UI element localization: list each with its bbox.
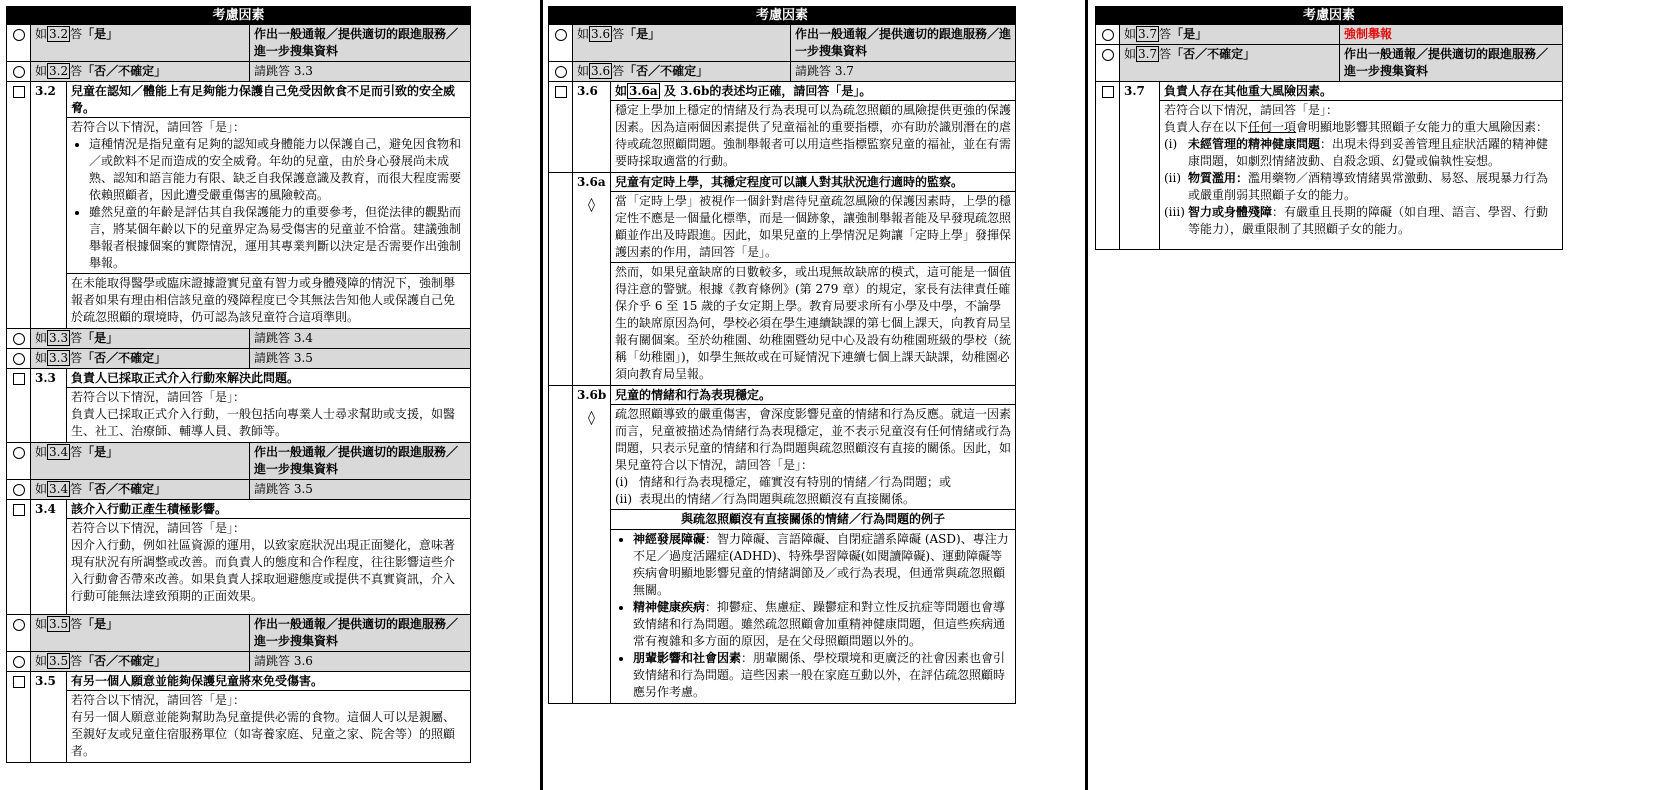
page-divider	[1085, 0, 1088, 790]
option-row-3-5-yes	[7, 615, 471, 652]
text-p3-r37yes-pre: 如	[1124, 27, 1137, 41]
checkbox-3-5[interactable]	[13, 676, 25, 688]
text-p1-r32no-mid: 答	[70, 64, 83, 78]
text-p3-q37-lead_post: 會明顯地影響其照顧子女能力的重大風險因素：	[1296, 120, 1549, 134]
option-action: 請跳答 3.3	[250, 62, 471, 82]
text-p1-r33b-ans: 「否／不確定」	[82, 351, 167, 365]
text-p1-q35-intro: 若符合以下情況，請回答「是」：	[71, 693, 246, 707]
option-row-3-4-no	[7, 480, 471, 500]
text-p1-r32yes-mid: 答	[70, 27, 83, 41]
text-p2-r36no-action: 請跳答 3.7	[791, 62, 1016, 82]
option-row-3-2-yes	[7, 25, 471, 62]
text-p1-r33a-mid: 答	[70, 331, 83, 345]
page-1	[6, 6, 471, 763]
text-p1-r35no-action: 請跳答 3.6	[250, 652, 471, 672]
text-p1-q33-intro: 若符合以下情況，請回答「是」：	[71, 390, 246, 404]
text-p1-q32-intro: 若符合以下情況，請回答「是」：	[71, 120, 246, 134]
text-p2-q36b-num: 3.6b	[577, 388, 607, 402]
text-p2-r36yes-ans: 「是」	[624, 27, 661, 41]
text-p1-r32yes-ans: 「是」	[82, 27, 119, 41]
text-p3-r37no-ref: 3.7	[1138, 47, 1158, 61]
text-p1-q33-body: 負責人已採取正式介入行動，一般包括向專業人士尋求幫助或支援，如醫生、社工、治療師、輔導人員、教師等。	[71, 407, 456, 438]
text-p1-r33a-ans: 「是」	[82, 331, 119, 345]
text-p3-q37-i3: ：有嚴重且長期的障礙（如自理、語言、學習、行動等能力），嚴重限制了其照顧子女的能力。	[1188, 205, 1549, 236]
text-p1-q34-title: 該介入行動正產生積極影響。	[71, 502, 228, 516]
text-p1-q35-num: 3.5	[31, 672, 67, 763]
text-p2-r36no-pre: 如	[577, 64, 590, 78]
text-p1-q35-title: 有另一個人願意並能夠保護兒童將來免受傷害。	[71, 674, 324, 688]
question-3-5	[7, 672, 471, 763]
text-p2-q36b-e1: ：智力障礙、言語障礙、自閉症譜系障礙 (ASD)、專注力不足／過度活躍症(ADHD)、特殊學習障礙(如閱讀障礙)、運動障礙等疾病會明顯地影響兒童的情緒調節及／或行為表現，但通常與疏忽照顧無關。	[633, 532, 1009, 597]
checkbox-3-6[interactable]	[555, 86, 567, 98]
text-header: 考慮因素	[1096, 7, 1563, 25]
text-p1-r34no-ref: 3.4	[49, 482, 69, 496]
radio-3-3-no[interactable]	[13, 353, 25, 365]
text-p1-r35yes-ans: 「是」	[82, 617, 119, 631]
text-p1-r33b-action: 請跳答 3.5	[250, 349, 471, 369]
text-p1-r35yes-ref: 3.5	[49, 617, 69, 631]
text-p3-q37-i2: 濫用藥物／酒精導致情緒異常激動、易怒、展現暴力行為或嚴重削弱其照顧子女的能力。	[1188, 171, 1549, 202]
diamond-icon: ◊	[588, 410, 595, 426]
option-row-3-3-no	[7, 349, 471, 369]
option-row-3-5-no	[7, 652, 471, 672]
text-p1-r33b-mid: 答	[70, 351, 83, 365]
text-p1-r35yes-mid: 答	[70, 617, 83, 631]
text-p1-r34yes-pre: 如	[35, 445, 48, 459]
checkbox-3-2[interactable]	[13, 86, 25, 98]
text-p2-r36yes-mid: 答	[612, 27, 625, 41]
page-divider	[540, 0, 543, 790]
text-p1-r35no-pre: 如	[35, 654, 48, 668]
radio-3-7-no[interactable]	[1102, 49, 1114, 61]
text-p1-r33a-action: 請跳答 3.4	[250, 329, 471, 349]
page-2	[548, 6, 1016, 704]
text-p3-q37-title: 負責人存在其他重大風險因素。	[1164, 84, 1333, 98]
text-p3-q37-lead_pre: 負責人存在以下	[1164, 120, 1249, 134]
text-p1-r34no-mid: 答	[70, 482, 83, 496]
text-p3-r37yes-ref: 3.7	[1138, 27, 1158, 41]
text-p1-r33b-pre: 如	[35, 351, 48, 365]
text-p2-q36-title_mid: 及	[663, 84, 676, 98]
radio-3-5-yes[interactable]	[13, 619, 25, 631]
text-p1-r32yes-pre: 如	[35, 27, 48, 41]
text-p2-r36no-ans: 「否／不確定」	[624, 64, 709, 78]
text-p3-q37-lead_u: 任何一項	[1248, 120, 1297, 134]
text-p2-r36no-ref: 3.6	[591, 64, 611, 78]
text-p1-r32no-ref: 3.2	[49, 64, 69, 78]
text-p2-q36a-num: 3.6a	[577, 175, 606, 189]
text-p1-q34-body: 因介入行動，例如社區資源的運用，以致家庭狀況出現正面變化，意味著現有狀況有所調整或改善。而負責人的態度和合作程度，往往影響這些介入行動會否帶來改善。如果負責人採取迴避態度或提供不真實資訊，介入行動可能無法達致預期的正面效果。	[71, 538, 456, 603]
text-p2-q36b-e2t: 精神健康疾病	[633, 600, 706, 614]
text-p2-q36b-body: 疏忽照顧導致的嚴重傷害，會深度影響兒童的情緒和行為反應。就這一因素而言，兒童被描述為情緒行為表現穩定，並不表示兒童沒有任何情緒或行為問題，只表示兒童的情緒和行為問題與疏忽照顧沒有直接的關係。因此，如果兒童符合以下情況，請回答「是」：	[615, 407, 1012, 472]
checkbox-3-7[interactable]	[1102, 86, 1114, 98]
text-p2-q36b-e3t: 朋輩影響和社會因素	[633, 651, 742, 665]
text-p2-q36-title_pre: 如	[615, 84, 628, 98]
option-row-3-7-yes	[1096, 25, 1563, 45]
radio-3-2-no[interactable]	[13, 66, 25, 78]
text-p2-q36b-e3: ：朋輩關係、學校環境和更廣泛的社會因素也會引致情緒和行為問題。這些因素一般在家庭互動以外，在評估疏忽照顧時應另作考慮。	[633, 651, 1006, 699]
text-p3-q37-num: 3.7	[1120, 82, 1160, 250]
text-p2-q36-body: 穩定上學加上穩定的情緒及行為表現可以為疏忽照顧的風險提供更強的保護因素。因為這兩個因素提供了兒童福祉的重要指標，亦有助於識別潛在的虐待或疏忽照顧問題。強制舉報者可以用這些指標監察兒童的福祉，並在有需要時採取適當的行動。	[611, 100, 1015, 171]
text-p1-q32-b1: • 這種情況是指兒童有足夠的認知或身體能力以保護自己，避免因食物和／或飲料不足而造成的安全威脅。年幼的兒童，由於身心發展尚未成熟、認知和語言能力有限、缺乏自我保護意識及教育，而很大程度需要依賴照顧者，因此遭受嚴重傷害的風險較高。	[89, 136, 466, 204]
text-p1-q32-extra: 在未能取得醫學或臨床證據證實兒童有智力或身體殘障的情況下，強制舉報者如果有理由相信該兒童的殘障程度已令其無法告知他人或保護自己免於疏忽照顧的環境時，仍可認為該兒童符合這項準則。	[67, 273, 470, 327]
text-p1-r32no-ans: 「否／不確定」	[82, 64, 167, 78]
diamond-icon: ◊	[588, 197, 595, 213]
text-p3-q37-i1t: 未經管理的精神健康問題	[1188, 137, 1321, 151]
text-p3-q37-i1: ：出現未得到妥善管理且症狀活躍的精神健康問題，如劇烈情緒波動、自殺念頭、幻覺或偏執性妄想。	[1188, 137, 1549, 168]
text-p1-r35yes-action: 作出一般通報／提供適切的跟進服務／進一步搜集資料	[250, 615, 471, 652]
option-row-3-6-no	[549, 62, 1016, 82]
text-p3-r37no-pre: 如	[1124, 47, 1137, 61]
option-row-3-2-no	[7, 62, 471, 82]
text-p2-q36a-body1: 當「定時上學」被視作一個針對虐待兒童疏忽風險的保護因素時，上學的穩定性不應是一個量化標準，而是一個跡象，讓強制舉報者能及早發現疏忽照顧並作出及時跟進。因此，如果兒童的上學情況足夠讓「定時上學」發揮保護因素的作用，請回答「是」。	[611, 191, 1015, 262]
text-p2-q36b-title: 兒童的情緒和行為表現穩定。	[615, 388, 772, 402]
text-p2-q36b-e1t: 神經發展障礙	[633, 532, 706, 546]
option-row-3-6-yes	[549, 25, 1016, 62]
option-row-3-3-yes	[7, 329, 471, 349]
text-p2-r36no-mid: 答	[612, 64, 625, 78]
text-p3-q37-i2t: 物質濫用：	[1188, 171, 1249, 185]
text-p1-r34no-pre: 如	[35, 482, 48, 496]
question-3-4	[7, 500, 471, 615]
question-3-6a	[549, 173, 1016, 386]
text-p3-r37no-mid: 答	[1159, 47, 1172, 61]
text-p2-q36-num: 3.6	[573, 82, 611, 173]
text-p1-r34yes-action: 作出一般通報／提供適切的跟進服務／進一步搜集資料	[250, 443, 471, 480]
radio-3-7-yes[interactable]	[1102, 29, 1114, 41]
text-p1-r33a-pre: 如	[35, 331, 48, 345]
text-p1-q32-num: 3.2	[31, 82, 67, 329]
text-p1-q33-title: 負責人已採取正式介入行動來解決此問題。	[71, 371, 300, 385]
text-p2-q36b-i1n: (i)	[615, 475, 629, 489]
text-p1-r33b-ref: 3.3	[49, 351, 69, 365]
text-p2-r36yes-ref: 3.6	[591, 27, 611, 41]
text-p1-r34no-action: 請跳答 3.5	[250, 480, 471, 500]
mandatory-report-label: 強制舉報	[1340, 25, 1563, 45]
text-p3-r37yes-mid: 答	[1159, 27, 1172, 41]
text-p2-q36b-i1: 情緒和行為表現穩定，確實沒有特別的情緒／行為問題；或	[639, 475, 952, 489]
text-p1-r32yes-ref: 3.2	[49, 27, 69, 41]
text-p2-q36-title_post: 的表述均正確，請回答「是」。	[709, 84, 872, 98]
radio-3-6-no[interactable]	[555, 66, 567, 78]
text-p1-r35no-mid: 答	[70, 654, 83, 668]
radio-3-3-yes[interactable]	[13, 333, 25, 345]
text-p2-q36b-e2: ：抑鬱症、焦慮症、躁鬱症和對立性反抗症等問題也會導致情緒和行為問題。雖然疏忽照顧會加重精神健康問題，但這些疾病通常有複雜和多方面的原因，是在父母照顧問題以外的。	[633, 600, 1006, 648]
text-p1-r35no-ref: 3.5	[49, 654, 69, 668]
radio-3-6-yes[interactable]	[555, 29, 567, 41]
text-p2-q36-ref_a: 3.6a	[629, 84, 658, 98]
text-p1-q34-num: 3.4	[31, 500, 67, 615]
text-p2-q36a-body2: 然而，如果兒童缺席的日數較多，或出現無故缺席的模式，這可能是一個值得注意的警號。根據《教育條例》(第 279 章）的規定，家長有法律責任確保介乎 6 至 15 歲的子女定期上學。教育局要求所有小學及中學，不論學生的缺席原因為何，學校必須在學生連續缺課的第七個上課天，向教育局呈報有關個案。至於幼稚園、幼稚園暨幼兒中心及設有幼稚園班級的學校（統稱「幼稚園」)，如學生無故或在可疑情況下連續七個上課天缺課，幼稚園必須向教育局呈報。	[611, 262, 1015, 384]
radio-3-4-no[interactable]	[13, 484, 25, 496]
option-row-3-7-no	[1096, 45, 1563, 82]
text-p2-q36b-i2: 表現出的情緒／行為問題與疏忽照顧沒有直接關係。	[639, 492, 916, 506]
text-p2-q36-ref_b: 3.6b	[680, 84, 710, 98]
examples-title: 與疏忽照顧沒有直接關係的情緒／行為問題的例子	[611, 509, 1015, 529]
text-p1-r34yes-ref: 3.4	[49, 445, 69, 459]
text-p1-r32no-pre: 如	[35, 64, 48, 78]
text-p1-r34no-ans: 「否／不確定」	[82, 482, 167, 496]
text-p3-q37-i2n: (ii)	[1164, 171, 1182, 185]
checkbox-3-3[interactable]	[13, 373, 25, 385]
option-action: 作出一般通報／提供適切的跟進服務／進一步搜集資料	[250, 25, 471, 62]
text-p3-q37-i3t: 智力或身體殘障	[1188, 205, 1273, 219]
text-p1-r35yes-pre: 如	[35, 617, 48, 631]
question-title: 兒童在認知／體能上有足夠能力保護自己免受因飲食不足而引致的安全威脅。	[71, 84, 456, 115]
text-p2-q36a-title: 兒童有定時上學，其穩定程度可以讓人對其狀況進行適時的監察。	[615, 175, 964, 189]
considerations-table-3	[1095, 6, 1563, 250]
text-p2-q36b-i2n: (ii)	[615, 492, 633, 506]
text-header: 考慮因素	[549, 7, 1016, 25]
radio-3-2-yes[interactable]	[13, 29, 25, 41]
question-3-2	[7, 82, 471, 329]
text-p1-r34yes-ans: 「是」	[82, 445, 119, 459]
text-p3-q37-intro: 若符合以下情況，請回答「是」：	[1164, 103, 1339, 117]
text-p3-r37yes-ans: 「是」	[1171, 27, 1208, 41]
option-row-3-4-yes	[7, 443, 471, 480]
radio-3-5-no[interactable]	[13, 656, 25, 668]
checkbox-3-4[interactable]	[13, 504, 25, 516]
text-p2-r36yes-pre: 如	[577, 27, 590, 41]
text-p1-q33-num: 3.3	[31, 369, 67, 443]
text-p3-q37-i1n: (i)	[1164, 137, 1178, 151]
text-p1-q32-b2: • 雖然兒童的年齡是評估其自我保護能力的重要參考，但從法律的觀點而言，將某個年齡以下的兒童界定為易受傷害的兒童並不恰當。建議強制舉報者根據個案的實際情況，運用其專業判斷以決定是否需要作出強制舉報。	[89, 204, 466, 272]
text-p2-r36yes-action: 作出一般通報／提供適切的跟進服務／進一步搜集資料	[791, 25, 1016, 62]
text-p3-r37no-ans: 「否／不確定」	[1171, 47, 1256, 61]
text-p1-r33a-ref: 3.3	[49, 331, 69, 345]
question-3-6	[549, 82, 1016, 173]
text-p1-r34yes-mid: 答	[70, 445, 83, 459]
text-p3-q37-i3n: (iii)	[1164, 205, 1185, 219]
table-header: 考慮因素	[7, 7, 471, 25]
considerations-table-1	[6, 6, 471, 763]
question-3-7	[1096, 82, 1563, 250]
text-p1-q35-body: 有另一個人願意並能夠幫助為兒童提供必需的食物。這個人可以是親屬、至親好友或兒童住宿服務單位（如寄養家庭、兒童之家、院舍等）的照顧者。	[71, 710, 456, 758]
question-3-6b	[549, 386, 1016, 704]
text-p1-r35no-ans: 「否／不確定」	[82, 654, 167, 668]
question-3-3	[7, 369, 471, 443]
text-p1-q34-intro: 若符合以下情況，請回答「是」：	[71, 521, 246, 535]
text-p3-r37no-action: 作出一般通報／提供適切的跟進服務／進一步搜集資料	[1340, 45, 1563, 82]
considerations-table-2	[548, 6, 1016, 704]
radio-3-4-yes[interactable]	[13, 447, 25, 459]
page-3	[1095, 6, 1563, 250]
